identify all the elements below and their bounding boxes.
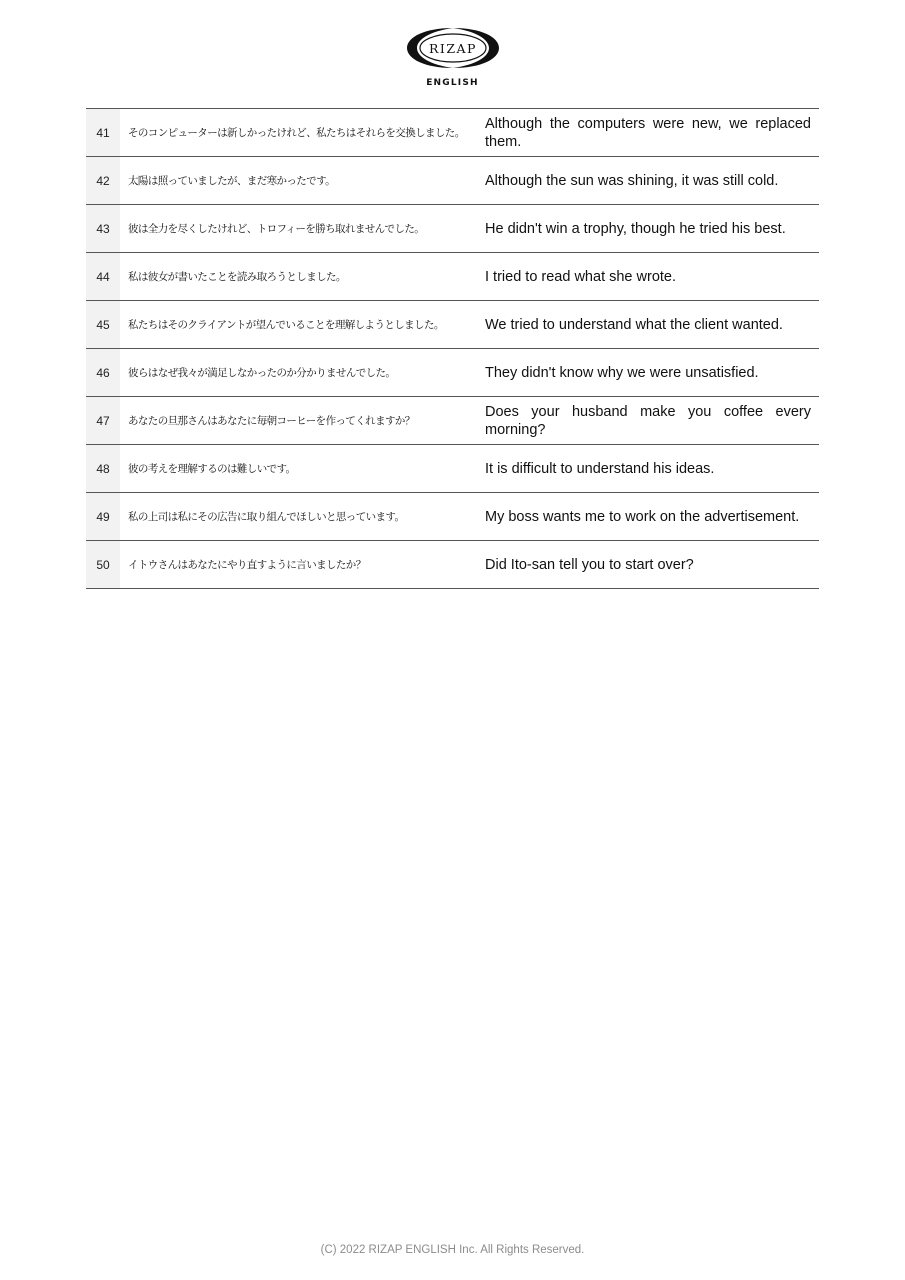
english-sentence: My boss wants me to work on the advertisement. [477,493,819,541]
japanese-sentence: イトウさんはあなたにやり直すように言いましたか？ [120,541,477,589]
japanese-sentence: 彼の考えを理解するのは難しいです。 [120,445,477,493]
row-number: 45 [86,301,120,349]
english-sentence: Does your husband make you coffee every morning? [477,397,819,445]
row-number: 44 [86,253,120,301]
english-sentence: He didn't win a trophy, though he tried his best. [477,205,819,253]
japanese-sentence: 太陽は照っていましたが、まだ寒かったです。 [120,157,477,205]
english-sentence: Although the computers were new, we replaced them. [477,109,819,157]
japanese-sentence: 私の上司は私にその広告に取り組んでほしいと思っています。 [120,493,477,541]
table-row [86,445,819,493]
table-row [86,349,819,397]
english-sentence: I tried to read what she wrote. [477,253,819,301]
english-sentence: We tried to understand what the client wanted. [477,301,819,349]
table-row [86,397,819,445]
table-row [86,541,819,589]
copyright-footer: (C) 2022 RIZAP ENGLISH Inc. All Rights Reserved. [320,1244,585,1256]
table-row [86,157,819,205]
row-number: 49 [86,493,120,541]
table-row [86,493,819,541]
sentence-table-body [86,109,819,589]
rizap-logo-icon [407,26,499,70]
table-row [86,109,819,157]
sentence-table-container [86,108,819,589]
japanese-sentence: あなたの旦那さんはあなたに毎朝コーヒーを作ってくれますか？ [120,397,477,445]
brand-logo [0,26,905,88]
english-sentence: Did Ito-san tell you to start over? [477,541,819,589]
logo-subtext: ENGLISH [426,78,479,88]
row-number: 41 [86,109,120,157]
japanese-sentence: そのコンピューターは新しかったけれど、私たちはそれらを交換しました。 [120,109,477,157]
table-row [86,205,819,253]
row-number: 42 [86,157,120,205]
row-number: 48 [86,445,120,493]
english-sentence: They didn't know why we were unsatisfied. [477,349,819,397]
japanese-sentence: 私たちはそのクライアントが望んでいることを理解しようとしました。 [120,301,477,349]
japanese-sentence: 私は彼女が書いたことを読み取ろうとしました。 [120,253,477,301]
logo-wordmark: RIZAP [428,41,477,56]
japanese-sentence: 彼は全力を尽くしたけれど、トロフィーを勝ち取れませんでした。 [120,205,477,253]
english-sentence: It is difficult to understand his ideas. [477,445,819,493]
row-number: 47 [86,397,120,445]
table-row [86,253,819,301]
row-number: 43 [86,205,120,253]
japanese-sentence: 彼らはなぜ我々が満足しなかったのか分かりませんでした。 [120,349,477,397]
row-number: 50 [86,541,120,589]
english-sentence: Although the sun was shining, it was still cold. [477,157,819,205]
row-number: 46 [86,349,120,397]
sentence-table [86,108,819,589]
table-row [86,301,819,349]
